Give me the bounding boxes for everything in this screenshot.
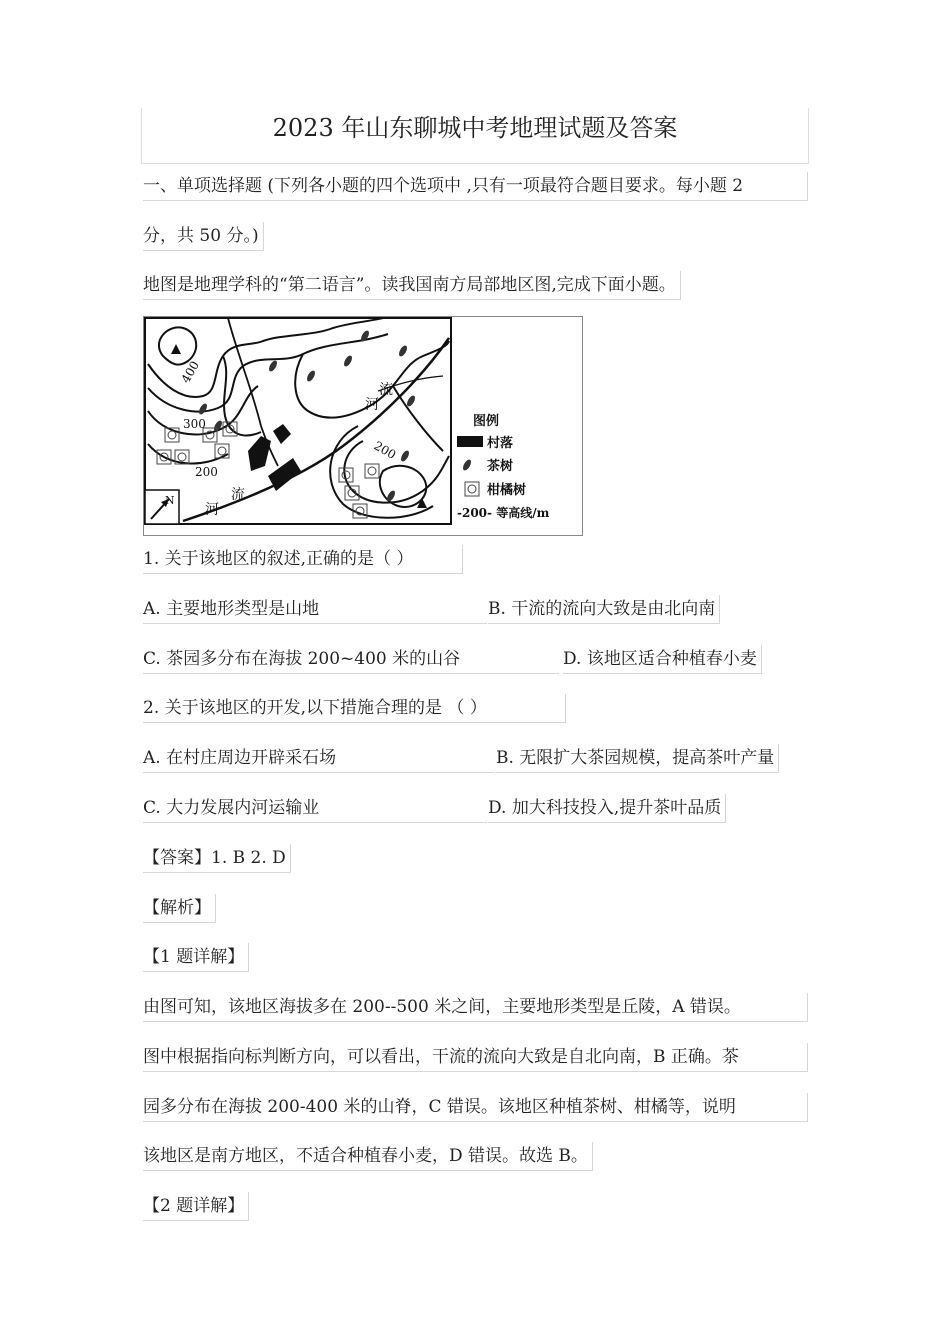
contour-label: 300 bbox=[183, 417, 206, 431]
contour-label: 200 bbox=[371, 438, 399, 463]
river-label: 流 bbox=[379, 382, 393, 398]
answer-line: 【答案】1. B 2. D bbox=[143, 844, 291, 873]
detail1-line: 图中根据指向标判断方向，可以看出，干流的流向大致是自北向南，B 正确。茶 bbox=[143, 1043, 808, 1072]
regional-map bbox=[143, 316, 583, 536]
legend-label-tea: 茶树 bbox=[487, 459, 514, 474]
q2-option-a: A. 在村庄周边开辟采石场 bbox=[143, 744, 495, 773]
legend-label-contour: -200- 等高线/m bbox=[457, 506, 550, 520]
analysis-heading: 【解析】 bbox=[143, 894, 216, 923]
q2-stem: 2. 关于该地区的开发,以下措施合理的是 （ ） bbox=[143, 694, 566, 723]
q2-option-d: D. 加大科技投入,提升茶叶品质 bbox=[488, 794, 726, 823]
section-heading-line1: 一、单项选择题 (下列各小题的四个选项中 ,只有一项最符合题目要求。每小题 2 bbox=[143, 172, 808, 201]
page-title: 2023 年山东聊城中考地理试题及答案 bbox=[141, 108, 809, 164]
river-label: 流 bbox=[231, 487, 245, 503]
contour-label: 400 bbox=[178, 358, 203, 386]
q1-option-b: B. 干流的流向大致是由北向南 bbox=[488, 595, 720, 624]
q2-option-c: C. 大力发展内河运输业 bbox=[143, 794, 487, 823]
north-label: N bbox=[165, 494, 175, 507]
north-arrow bbox=[145, 490, 179, 524]
detail1-line: 由图可知，该地区海拔多在 200--500 米之间，主要地形类型是丘陵，A 错误。 bbox=[143, 993, 808, 1022]
river-label: 河 bbox=[205, 502, 219, 518]
q1-option-d: D. 该地区适合种植春小麦 bbox=[563, 645, 762, 674]
q1-option-a: A. 主要地形类型是山地 bbox=[143, 595, 487, 624]
section-heading-line2: 分，共 50 分。) bbox=[143, 222, 264, 251]
legend-title: 图例 bbox=[473, 414, 500, 429]
q1-stem: 1. 关于该地区的叙述,正确的是（ ） bbox=[143, 545, 463, 574]
intro-text: 地图是地理学科的“第二语言”。读我国南方局部地区图,完成下面小题。 bbox=[143, 271, 681, 300]
legend-label-citrus: 柑橘树 bbox=[487, 483, 527, 498]
detail1-heading: 【1 题详解】 bbox=[143, 943, 249, 972]
detail1-line: 该地区是南方地区，不适合种植春小麦，D 错误。故选 B。 bbox=[143, 1142, 593, 1171]
contour-label: 200 bbox=[195, 465, 218, 479]
q1-option-c: C. 茶园多分布在海拔 200~400 米的山谷 bbox=[143, 645, 559, 674]
detail2-heading: 【2 题详解】 bbox=[143, 1192, 249, 1221]
q2-option-b: B. 无限扩大茶园规模，提高茶叶产量 bbox=[496, 744, 779, 773]
village-icon bbox=[457, 436, 483, 447]
river-label: 河 bbox=[365, 397, 379, 413]
legend-label-village: 村落 bbox=[487, 436, 514, 451]
detail1-line: 园多分布在海拔 200-400 米的山脊，C 错误。该地区种植茶树、柑橘等，说明 bbox=[143, 1093, 808, 1122]
